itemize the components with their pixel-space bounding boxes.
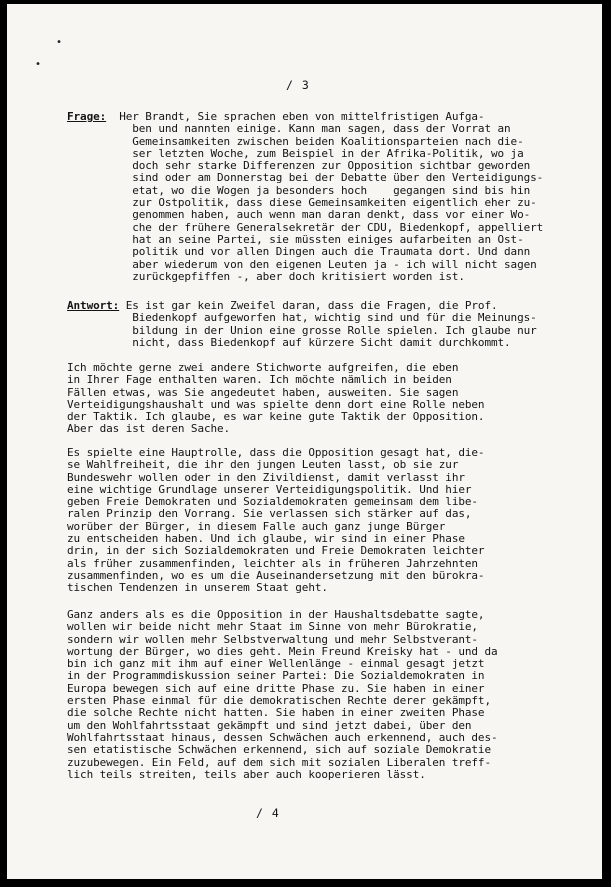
answer-paragraph [67, 362, 562, 436]
text-line: die solche Rechte nicht hatten. Sie haben in einer zweiten Phase [67, 706, 485, 720]
text-line: se Wahlfreiheit, die ihr den jungen Leuten lasst, ob sie zur [67, 458, 459, 472]
question-block [67, 111, 562, 283]
text-line: Gemeinsamkeiten zwischen beiden Koalitionsparteien nach die- [132, 134, 524, 148]
text-line: in der Programmdiskussion seiner Partei: Die Sozialdemokraten in [67, 669, 485, 683]
text-line: sind oder am Donnerstag bei der Debatte über den Verteidigungs- [132, 171, 544, 185]
text-line: um den Wohlfahrtsstaat gekämpft und sind jetzt dabei, über den [67, 718, 472, 732]
text-line: geben Freie Demokraten und Sozialdemokraten gemeinsam dem libe- [67, 495, 478, 509]
text-line: sondern wir wollen mehr Selbstverwaltung und mehr Selbstverant- [67, 632, 478, 646]
text-line: tischen Tendenzen in unserem Staat geht. [67, 581, 328, 595]
scan-speck: • [56, 37, 63, 48]
text-line: hat an seine Partei, sie müssten einiges aufarbeiten an Ost- [132, 232, 524, 246]
footer-page-number: / 4 [256, 806, 280, 820]
text-line: ersten Phase einmal für die demokratischen Rechte derer gekämpft, [67, 694, 491, 708]
text-line: worüber der Bürger, in diesem Falle auch ganz junge Bürger [67, 519, 446, 533]
text-line: Es spielte eine Hauptrolle, dass die Opposition gesagt hat, die- [67, 446, 485, 459]
text-line: zusammenfinden, wo es um die Auseinandersetzung mit den bürokra- [67, 568, 485, 582]
text-line: Aber das ist deren Sache. [67, 422, 231, 436]
text-line: zurückgepfiffen -, aber doch kritisiert worden ist. [132, 269, 465, 283]
answer-paragraph [67, 447, 562, 595]
text-line: wortung der Bürger, wo dies geht. Mein Freund Kreisky hat - und da [67, 644, 498, 658]
text-line: politik und vor allen Dingen auch die Traumata dort. Und dann [132, 245, 531, 259]
text-line: Fällen etwas, was Sie angedeutet haben, ausweiten. Sie sagen [67, 385, 459, 399]
text-line: sen etatistische Schwächen erkennend, sich auf soziale Demokratie [67, 743, 491, 757]
speaker-label-question: Frage: [67, 110, 107, 123]
text-line: drin, in der sich Sozialdemokraten und Freie Demokraten leichter [67, 544, 485, 558]
text-line: lich teils streiten, teils aber auch kooperieren lässt. [67, 767, 426, 781]
text-line: Es ist gar kein Zweifel daran, dass die Fragen, die Prof. [125, 299, 498, 312]
text-line: Her Brandt, Sie sprachen eben von mittelfristigen Aufga- [119, 110, 485, 123]
text-line: bin ich ganz mit ihm auf einer Wellenlänge - einmal gesagt jetzt [67, 657, 485, 671]
text-line: Wohlfahrtsstaat hinaus, dessen Schwächen auch erkennend, auch des- [67, 730, 498, 744]
document-page [7, 4, 602, 879]
text-line: ralen Prinzip den Vorrang. Sie verlassen sich stärker auf das, [67, 507, 472, 521]
header-page-number: / 3 [286, 78, 310, 92]
answer-block [67, 300, 562, 349]
text-line: wollen wir beide nicht mehr Staat im Sinne von mehr Bürokratie, [67, 620, 478, 634]
text-line: zur Ostpolitik, dass diese Gemeinsamkeiten eigentlich eher zu- [132, 196, 537, 210]
text-line: nicht, dass Biedenkopf auf kürzere Sicht damit durchkommt. [132, 335, 511, 349]
text-line: als früher zusammenfinden, leichter als in früheren Jahrzehnten [67, 556, 478, 570]
speaker-label-answer: Antwort: [67, 299, 120, 312]
text-line: Europa bewegen sich auf eine dritte Phase zu. Sie haben in einer [67, 681, 485, 695]
text-line: der Taktik. Ich glaube, es war keine gute Taktik der Opposition. [67, 410, 485, 424]
text-line: bildung in der Union eine grosse Rolle spielen. Ich glaube nur [132, 323, 537, 337]
text-line: ben und nannten einige. Kann man sagen, dass der Vorrat an [132, 122, 511, 136]
text-line: Ich möchte gerne zwei andere Stichworte aufgreifen, die eben [67, 361, 459, 374]
text-line: ser letzten Woche, zum Beispiel in der Afrika-Politik, wo ja [132, 146, 524, 160]
text-line: eine wichtige Grundlage unserer Verteidigungspolitik. Und hier [67, 482, 472, 496]
scan-speck: • [35, 59, 42, 70]
text-line: Ganz anders als es die Opposition in der Haushaltsdebatte sagte, [67, 608, 485, 621]
text-line: zu entscheiden haben. Und ich glaube, wir sind in einer Phase [67, 532, 465, 546]
text-line: doch sehr starke Differenzen zur Opposition sichtbar geworden [132, 159, 531, 173]
text-line: in Ihrer Fage enthalten waren. Ich möchte nämlich in beiden [67, 373, 452, 387]
answer-paragraph [67, 609, 562, 781]
text-line: genommen haben, auch wenn man daran denkt, dass vor einer Wo- [132, 208, 531, 222]
text-line: etat, wo die Wogen ja besonders hoch gegangen sind bis hin [132, 183, 531, 197]
text-line: Biedenkopf aufgeworfen hat, wichtig sind und für die Meinungs- [132, 311, 537, 325]
text-line: aber wiederum von den eigenen Leuten ja - ich will nicht sagen [132, 257, 537, 271]
text-line: che der frühere Generalsekretär der CDU, Biedenkopf, appelliert [132, 220, 544, 234]
text-line: Verteidigungshaushalt und was spielte denn dort eine Rolle neben [67, 397, 485, 411]
text-line: zuzubewegen. Ein Feld, auf dem sich mit sozialen Liberalen treff- [67, 755, 491, 769]
text-line: Bundeswehr wollen oder in den Zivildienst, damit verlasst ihr [67, 470, 465, 484]
